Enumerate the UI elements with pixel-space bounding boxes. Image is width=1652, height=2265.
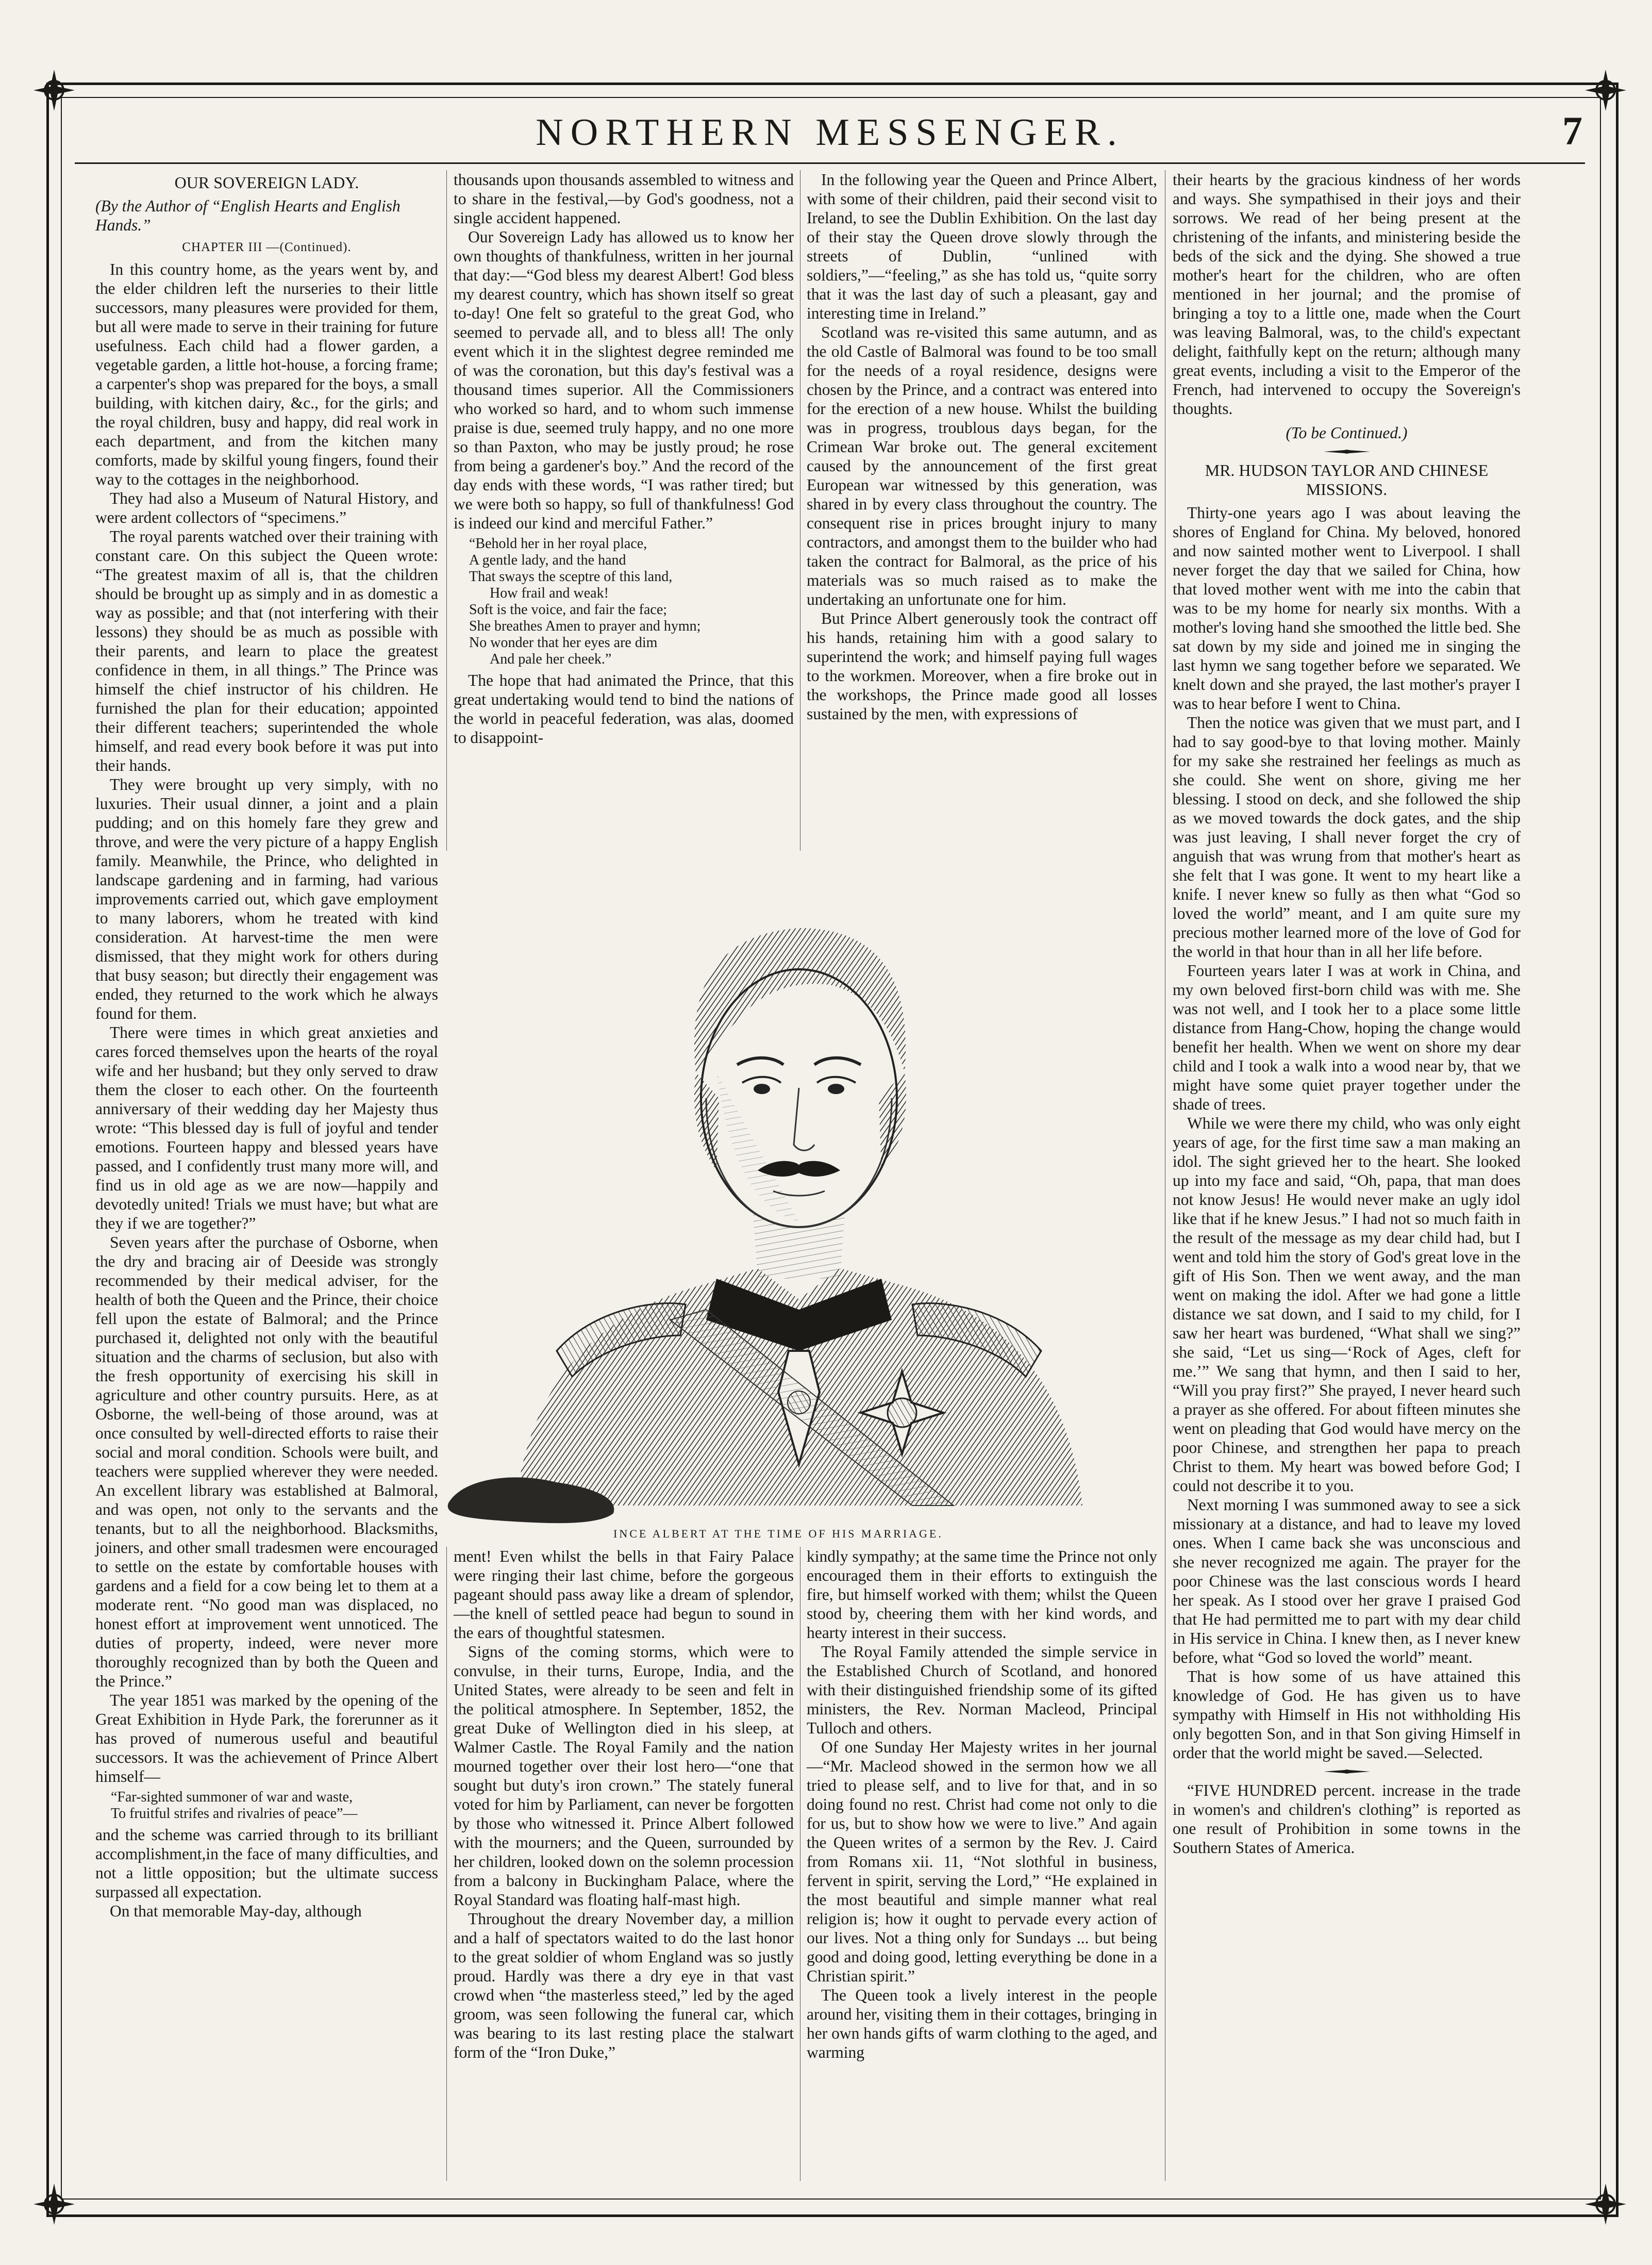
ink-smudge [443, 1467, 624, 1529]
page-number: 7 [1562, 108, 1582, 153]
paragraph: The Queen took a lively interest in the people around her, visiting them in their cottages, bringing in her own hands gifts of warm clothing to the aged, and warming [807, 1986, 1157, 2061]
poem [469, 536, 794, 668]
illustration-caption: INCE ALBERT AT THE TIME OF HIS MARRIAGE. [613, 1527, 943, 1540]
paragraph: In this country home, as the years went by, and the elder children left the nurseries to their little successors, many pleasures were provided for them, but all were made to serve in their training for future usefulness. Each child had a flower garden, a vegetable garden, a little hot-house, a forcing frame; a carpenter's shop was prepared for the boys, a small building, with kitchen dairy, &c., for the girls; and the royal children, busy and happy, did real work in each department, and from the kitchen many comforts, made by skilful young fingers, found their way to the cottages in the neighborhood. [95, 260, 438, 488]
corner-ornament [31, 2181, 77, 2227]
quotation [111, 1789, 438, 1822]
corner-ornament [1582, 2181, 1629, 2227]
paragraph: But Prince Albert generously took the contract off his hands, retaining him with a good salary to superintend the work; and himself paying full wages to the workmen. Moreover, when a fire broke out in the workshops, the Prince made good all losses sustained by the men, with expressions of [807, 609, 1157, 723]
poem-line: And pale her cheek.” [490, 651, 612, 667]
article-title: MR. HUDSON TAYLOR AND CHINESE MISSIONS. [1205, 461, 1489, 499]
paragraph: The year 1851 was marked by the opening of the Great Exhibition in Hyde Park, the forerunner as it has proved of numerous useful and beautiful successors. It was the achievement of Prince Albert himself— [95, 1691, 438, 1785]
paragraph: They were brought up very simply, with no luxuries. Their usual dinner, a joint and a plain pudding; and on this homely fare they grew and throve, and were the very picture of a happy English family. Meanwhile, the Prince, who delighted in landscape gardening and in farming, had various improvements carried out, which gave employment to many laborers, whom he treated with kind consideration. At harvest-time the men were dismissed, that they might work for others during that busy season; but directly their engagement was ended, they returned to the work which he always found for them. [95, 775, 438, 1022]
paragraph: That is how some of us have attained this knowledge of God. He has given us to have sympathy with Himself in His not withholding His only begotten Son, and in that Son giving Himself in order that the world might be saved.—Selected. [1173, 1667, 1521, 1762]
paragraph: The Royal Family attended the simple service in the Established Church of Scotland, and honored with their distinguished friendship some of its gifted ministers, the Rev. Norman Macleod, Principal Tulloch and others. [807, 1643, 1157, 1737]
column-4 [1173, 170, 1521, 2181]
paragraph: ment! Even whilst the bells in that Fairy Palace were ringing their last chime, before the gorgeous pageant should pass away like a dream of splendor,—the knell of settled peace had begun to sound in the ears of thoughtful statesmen. [454, 1547, 794, 1642]
header-rule [75, 162, 1585, 164]
column-1 [95, 170, 438, 2181]
poem-line: To fruitful strifes and rivalries of peace”— [111, 1806, 358, 1822]
paragraph: Of one Sunday Her Majesty writes in her journal—“Mr. Macleod showed in the sermon how we all tried to please self, and to live for that, and in so doing found no rest. Christ had come not only to die for us, but to show how we were to live.” And again the Queen writes of a sermon by the Rev. J. Caird from Romans xii. 11, “Not slothful in business, fervent in spirit, serving the Lord,” “He explained in the most beautiful and simple manner what real religion is; how it ought to pervade every action of our lives. Not a thing only for Sundays ... but being good and doing good, letting everything be done in a Christian spirit.” [807, 1738, 1157, 1985]
paragraph: There were times in which great anxieties and cares forced themselves upon the hearts of the royal wife and her husband; but they only served to draw them the closer to each other. On the fourteenth anniversary of their wedding day her Majesty thus wrote: “This blessed day is full of joyful and tender emotions. Fourteen happy and blessed years have passed, and I confidently trust many more will, and find us in old age as we are now—happily and devotedly united! Trials we must have; but what are they if we are together?” [95, 1023, 438, 1232]
paragraph: On that memorable May-day, although [110, 1902, 362, 1920]
paragraph: and the scheme was carried through to its brilliant accomplishment,in the face of many difficulties, and not a little opposition; but the ultimate success surpassed all expectation. [95, 1826, 438, 1901]
section-divider [1324, 1770, 1370, 1774]
paragraph: thousands upon thousands assembled to witness and to share in the festival,—by God's goodness, not a single accident happened. [454, 171, 794, 227]
page-header [67, 101, 1593, 162]
poem-line: No wonder that her eyes are dim [469, 635, 658, 651]
column-2-bottom [454, 1547, 794, 2181]
news-item: “FIVE HUNDRED percent. increase in the trade in women's and children's clothing” is reported as one result of Prohibition in some towns in the Southern States of America. [1173, 1781, 1521, 1857]
column-2-top [454, 170, 794, 851]
paragraph: The royal parents watched over their training with constant care. On this subject the Queen wrote: “The greatest maxim of all is, that the children should be brought up as simply and in as domestic a way as possible; and that (not interfering with their lessons) they should be as much as possible with their parents, and learn to place the greatest confidence in them, in all things.” The Prince was himself the chief instructor of his children. He furnished the plan for their education; appointed their different teachers; superintended the whole himself, and read every book before it was put into their hands. [95, 527, 438, 774]
paragraph: Next morning I was summoned away to see a sick missionary at a distance, and had to leave my loved ones. When I came back she was unconscious and she never recognized me again. The prayer for the poor Chinese was the last conscious words I heard her speak. As I stood over her grave I praised God that He had permitted me to part with my dear child in His service in China. I knew then, as I never knew before, what “God so loved the world” meant. [1173, 1496, 1521, 1666]
article-title: OUR SOVEREIGN LADY. [174, 173, 359, 192]
paragraph: their hearts by the gracious kindness of her words and ways. She sympathised in their joys and their sorrows. We read of her being present at the christening of the infants, and ministering beside the beds of the sick and the dying. She showed a true mother's heart for the children, who are often mentioned in her journal; and the promise of bringing a toy to a little one, made when the Court was leaving Balmoral, was, to the child's expectant delight, faithfully kept on the return; although many great events, including a visit to the Emperor of the French, had intervened to occupy the Sovereign's thoughts. [1173, 171, 1521, 418]
paragraph: Seven years after the purchase of Osborne, when the dry and bracing air of Deeside was strongly recommended by their medical adviser, for the health of both the Queen and the Prince, their choice fell upon the estate of Balmoral; and the Prince purchased it, delighted not only with the beautiful situation and the charms of seclusion, but also with the fresh opportunity of exercising his skill in agriculture and other country pursuits. Here, as at Osborne, the well-being of those around, was at once consulted by well-directed efforts to raise their social and moral condition. Schools were built, and teachers were supplied wherever they were needed. An excellent library was established at Balmoral, and was open, not only to the servants and the tenants, but to all the neighborhood. Blacksmiths, joiners, and other small tradesmen were encouraged to settle on the estate by comfortable houses with gardens and a field for a cow being let to them at a moderate rent. “No good man was displaced, no honest effort at improvement went unnoticed. The duties of property, indeed, were never more thoroughly recognized than by both the Queen and the Prince.” [95, 1233, 438, 1690]
paragraph: The hope that had animated the Prince, that this great undertaking would tend to bind the nations of the world in peaceful federation, was alas, doomed to disappoint- [454, 671, 794, 747]
poem-line: A gentle lady, and the hand [469, 552, 626, 568]
poem-line: How frail and weak! [490, 585, 609, 601]
paragraph: Fourteen years later I was at work in China, and my own beloved first-born child was with me. She was not well, and I took her to a place some little distance from Hang-Chow, hoping the change would benefit her health. When we went on shore my dear child and I took a walk into a wood near by, that we might have some quiet prayer together under the shade of trees. [1173, 962, 1521, 1113]
paragraph: Thirty-one years ago I was about leaving the shores of England for China. My beloved, honored and now sainted mother went to Liverpool. I shall never forget the day that we sailed for China, how that loved mother went with me into the cabin that was to be my home for nearly six months. With a mother's loving hand she smoothed the little bed. She sat down by my side and joined me in singing the last hymn we sang together before we separated. We knelt down and she prayed, the last mother's prayer I was to hear before I went to China. [1173, 504, 1521, 713]
paragraph: Signs of the coming storms, which were to convulse, in their turns, Europe, India, and the United States, were already to be seen and felt in the political atmosphere. In September, 1852, the great Duke of Wellington died in his sleep, at Walmer Castle. The Royal Family and the nation mourned together over their lost hero—“one that sought but duty's iron crown.” The stately funeral voted for him by Parliament, can never be forgotten by those who witnessed it. Prince Albert followed with the mourners; and the Queen, surrounded by her children, looked down on the solemn procession from a balcony in Buckingham Palace, where the Royal Standard was floating half-mast high. [454, 1643, 794, 1909]
column-3-top [807, 170, 1157, 851]
paragraph: Our Sovereign Lady has allowed us to know her own thoughts of thankfulness, written in her journal that day:—“God bless my dearest Albert! God bless my dearest country, which has shown itself so great to-day! One felt so grateful to the great God, who seemed to pervade all, and to bless all! The only event which it in the slightest degree reminded me of was the coronation, but this day's festival was a thousand times superior. All the Commissioners who worked so hard, and to whom such immense praise is due, seemed truly happy, and no one more so than Paxton, who may be justly proud; he rose from being a gardener's boy.” And the record of the day ends with these words, “I was rather tired; but we were both so happy, so full of thankfulness! God is indeed our kind and merciful Father.” [454, 228, 794, 532]
paragraph: In the following year the Queen and Prince Albert, with some of their children, paid their second visit to Ireland, to see the Dublin Exhibition. On the last day of their stay the Queen drove slowly through the streets of Dublin, “unlined with soldiers,”—“feeling,” as she has told us, “quite sorry that it was the last day of such a pleasant, gay and interesting time in Ireland.” [807, 171, 1157, 322]
paragraph: Scotland was re-visited this same autumn, and as the old Castle of Balmoral was found to be too small for the needs of a royal residence, designs were chosen by the Prince, and a contract was entered into for the erection of a new house. Whilst the building was in progress, troublous days began, for the Crimean War broke out. The general excitement caused by the announcement of the first great European war witnessed by this generation, was shared in by every class throughout the country. The consequent rise in prices brought injury to many contractors, and amongst them to the builder who had taken the contract for Balmoral, as the price of his materials was so much raised as to make the undertaking an unfortunate one for him. [807, 323, 1157, 608]
to-be-continued: (To be Continued.) [1286, 424, 1408, 442]
paragraph: Throughout the dreary November day, a million and a half of spectators waited to do the last honor to the great soldier of whom England was so justly proud. Hardly was there a dry eye in that vast crowd when “the masterless steed,” led by the aged groom, was seen following the funeral car, which was bearing to its last resting place the stalwart form of the “Iron Duke,” [454, 1910, 794, 2061]
portrait-engraving [438, 856, 1160, 1536]
column-rule [446, 170, 447, 851]
article-byline: (By the Author of “English Hearts and English Hands.” [95, 197, 401, 234]
poem-line: “Far-sighted summoner of war and waste, [111, 1789, 353, 1805]
poem-line: That sways the sceptre of this land, [469, 569, 673, 585]
paragraph: Then the notice was given that we must part, and I had to say good-bye to that loving mother. Mainly for my sake she restrained her feelings as much as she could. She went on shore, giving me her blessing. I stood on deck, and she followed the ship as we moved towards the dock gates, and the ship was just leaving, I shall never forget the cry of anguish that was wrung from that mother's heart as she felt that I was gone. It went to my heart like a knife. I never knew so fully as then what “God so loved the world” meant, and I am quite sure my precious mother learned more of the love of God for the world in that hour than in all her life before. [1173, 714, 1521, 961]
paragraph: They had also a Museum of Natural History, and were ardent collectors of “specimens.” [95, 489, 438, 526]
poem-line: “Behold her in her royal place, [469, 536, 647, 552]
newspaper-title: NORTHERN MESSENGER. [536, 111, 1124, 154]
column-rule [446, 1547, 447, 2181]
paragraph: While we were there my child, who was only eight years of age, for the first time saw a man making an idol. The sight grieved her to the heart. She looked up into my face and said, “Oh, papa, that man does not know Jesus! He would never make an ugly idol like that if he knew Jesus.” I had not so much faith in the result of the message as my dear child had, but I went and told him the story of God's great love in the gift of His Son. Then we went away, and the man went on making the idol. After we had gone a little distance we sat down, and I said to my child, for I saw her heart was burdened, “What shall we sing?” she said, “Let us sing—‘Rock of Ages, cleft for me.’” We sang that hymn, and then I said to her, “Will you pray first?” She prayed, I never heard such a prayer as she offered. For about fifteen minutes she went on pleading that God would have mercy on the poor Chinese, and strengthen her papa to preach Christ to them. My heart was bowed before God; I could not describe it to you. [1173, 1114, 1521, 1495]
poem-line: She breathes Amen to prayer and hymn; [469, 618, 701, 634]
column-3-bottom [807, 1547, 1157, 2181]
chapter-heading: CHAPTER III —(Continued). [182, 240, 352, 254]
section-divider [1324, 450, 1370, 454]
poem-line: Soft is the voice, and fair the face; [469, 602, 668, 618]
paragraph: kindly sympathy; at the same time the Prince not only encouraged them in their efforts to extinguish the fire, but himself worked with them; whilst the Queen stood by, cheering them with her kind words, and hearty interest in their success. [807, 1547, 1157, 1642]
